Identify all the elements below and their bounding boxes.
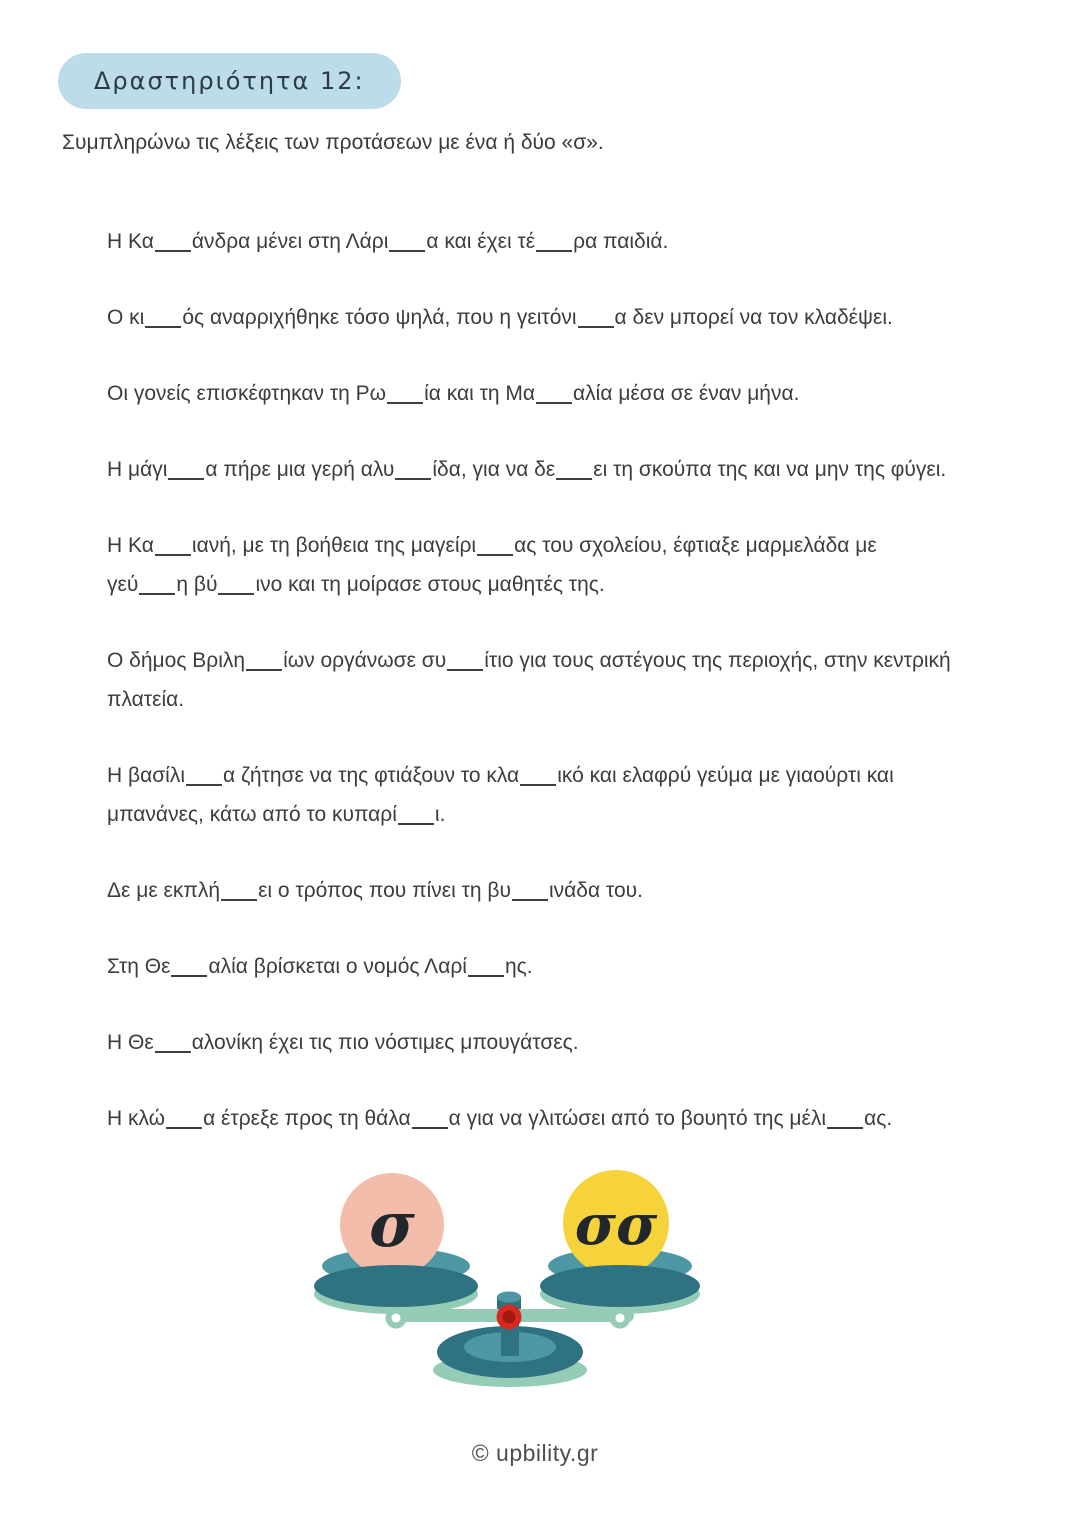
copyright-credit: © upbility.gr [471,1440,599,1466]
fill-in-blank[interactable] [412,1115,448,1129]
fill-in-blank[interactable] [166,1115,202,1129]
sentence: Στη Θε αλία βρίσκεται ο νομός Λαρί ης. [107,955,533,978]
fill-in-blank[interactable] [512,887,548,901]
fill-in-blank[interactable] [447,657,483,671]
instruction-text: Συμπληρώνω τις λέξεις των προτάσεων με ένα ή δύο «σ». [62,131,604,154]
fill-in-blank[interactable] [139,581,175,595]
balance-scale-illustration [300,1150,720,1400]
fill-in-blank[interactable] [155,238,191,252]
fill-in-blank[interactable] [520,772,556,786]
fill-in-blank[interactable] [218,581,254,595]
fill-in-blank[interactable] [536,390,572,404]
fill-in-blank[interactable] [155,1039,191,1053]
fill-in-blank[interactable] [171,963,207,977]
fill-in-blank[interactable] [389,238,425,252]
right-hanger-ring [610,1308,631,1329]
fill-in-blank[interactable] [578,314,614,328]
sentence: Ο κι ός αναρριχήθηκε τόσο ψηλά, που η γειτόνι α δεν μπορεί να τον κλαδέψει. [107,306,893,329]
sentence: Η κλώ α έτρεξε προς τη θάλα α για να γλιτώσει από το βουητό της μέλι ας. [107,1107,893,1130]
sentence: Ο δήμος Βριλη ίων οργάνωσε συ ίτιο για τους αστέγους της περιοχής, στην κεντρική πλατεία. [107,649,951,711]
fill-in-blank[interactable] [221,887,257,901]
double-sigma-label: σσ [574,1192,658,1258]
fill-in-blank[interactable] [477,542,513,556]
sentence: Η Κα άνδρα μένει στη Λάρι α και έχει τέ ρα παιδιά. [107,230,669,253]
sentence: Η βασίλι α ζήτησε να της φτιάξουν το κλα ικό και ελαφρύ γεύμα με γιαούρτι και μπανάνες, κάτω από το κυπαρί ι. [107,764,894,826]
fill-in-blank[interactable] [387,390,423,404]
fill-in-blank[interactable] [536,238,572,252]
sentence: Η Θε αλονίκη έχει τις πιο νόστιμες μπουγάτσες. [107,1031,579,1054]
left-pan [314,1173,478,1314]
fill-in-blank[interactable] [398,811,434,825]
fill-in-blank[interactable] [186,772,222,786]
right-pan [540,1170,700,1314]
fill-in-blank[interactable] [556,466,592,480]
sentence: Οι γονείς επισκέφτηκαν τη Ρω ία και τη Μα αλία μέσα σε έναν μήνα. [107,382,800,405]
left-hanger-ring [386,1308,407,1329]
pivot-knob [497,1305,522,1330]
sentence: Δε με εκπλή ει ο τρόπος που πίνει τη βυ ινάδα του. [107,879,643,902]
single-sigma-label: σ [369,1188,415,1261]
sentence: Η Κα ιανή, με τη βοήθεια της μαγείρι ας του σχολείου, έφτιαξε μαρμελάδα με γεύ η βύ ινο και τη μοίρασε στους μαθητές της. [107,534,877,596]
sentence: Η μάγι α πήρε μια γερή αλυ ίδα, για να δε ει τη σκούπα της και να μην της φύγει. [107,458,947,481]
fill-in-blank[interactable] [168,466,204,480]
fill-in-blank[interactable] [246,657,282,671]
fill-in-blank[interactable] [827,1115,863,1129]
fill-in-blank[interactable] [155,542,191,556]
activity-badge [58,53,401,109]
fill-in-blank[interactable] [145,314,181,328]
sentence-list [107,222,992,1175]
fill-in-blank[interactable] [468,963,504,977]
fill-in-blank[interactable] [395,466,431,480]
activity-badge-label: Δραστηριότητα 12: [94,67,365,95]
